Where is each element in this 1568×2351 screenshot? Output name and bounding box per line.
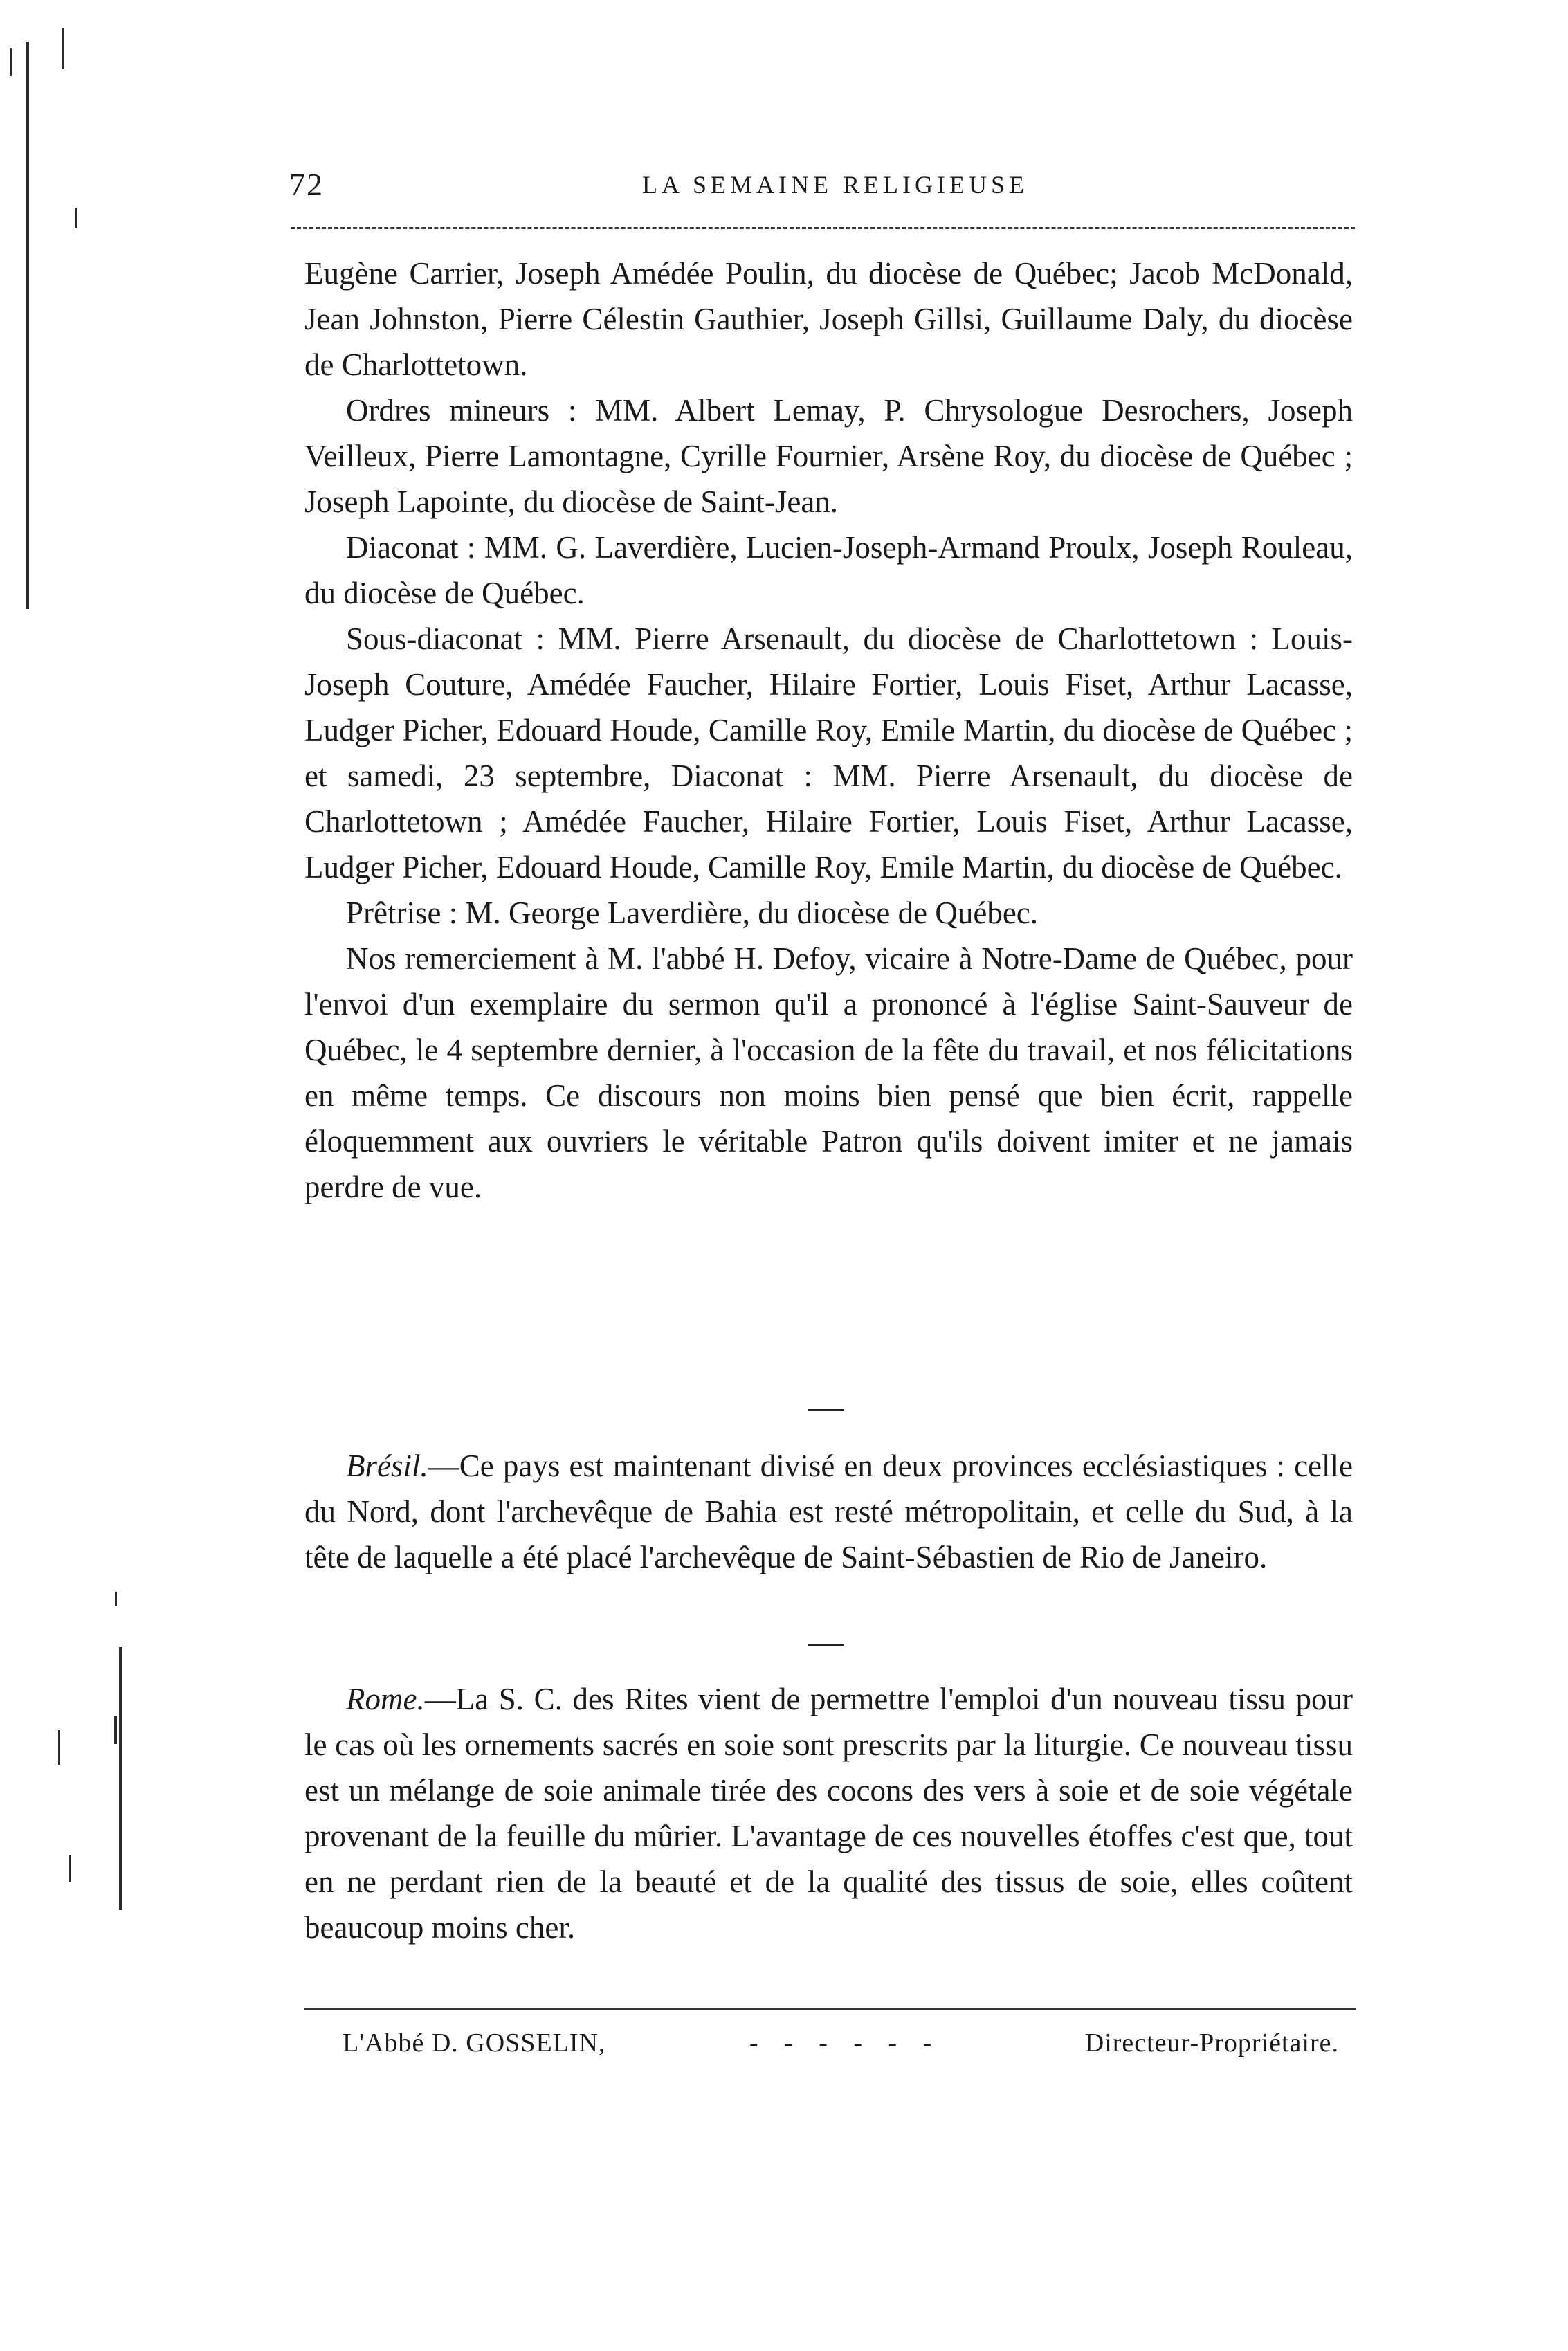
paragraph-diaconat: Diaconat : MM. G. Laverdière, Lucien-Joseph-Armand Proulx, Joseph Rouleau, du diocèse de Québec.	[304, 530, 1353, 610]
paragraph-rome	[304, 1676, 1353, 1950]
page-number: 72	[289, 167, 324, 202]
scan-mark	[119, 1647, 122, 1910]
scan-mark	[69, 1855, 71, 1882]
ordination-list	[304, 251, 1353, 1210]
bresil-body: —Ce pays est maintenant divisé en deux provinces ecclésiastiques : celle du Nord, dont l'archevêque de Bahia est resté métropolitain, et celle du Sud, à la tête de laquelle a été placé l'archevêque de Saint-Sébastien de Rio de Janeiro.	[304, 1449, 1353, 1574]
paragraph-bresil	[304, 1443, 1353, 1580]
rome-heading: Rome.	[346, 1682, 425, 1716]
scan-mark	[10, 48, 12, 76]
paragraph-ordres-mineurs: Ordres mineurs : MM. Albert Lemay, P. Chrysologue Desrochers, Joseph Veilleux, Pierre Lamontagne, Cyrille Fournier, Arsène Roy, du diocèse de Québec ; Joseph Lapointe, du diocèse de Saint-Jean.	[304, 393, 1353, 519]
page-header	[289, 161, 1355, 216]
footer-role: Directeur-Propriétaire.	[1084, 2028, 1339, 2058]
scan-mark	[115, 1592, 117, 1606]
section-separator	[808, 1409, 844, 1411]
paragraph-pretrise: Prêtrise : M. George Laverdière, du diocèse de Québec.	[346, 896, 1039, 930]
scan-mark	[75, 208, 77, 228]
paragraph-remerciement: Nos remerciement à M. l'abbé H. Defoy, vicaire à Notre-Dame de Québec, pour l'envoi d'un exemplaire du sermon qu'il a prononcé à l'église Saint-Sauveur de Québec, le 4 septembre dernier, à l'occasion de la fête du travail, et nos félicitations en même temps. Ce discours non moins bien pensé que bien écrit, rappelle éloquemment aux ouvriers le véritable Patron qu'ils doivent imiter et ne jamais perdre de vue.	[304, 941, 1353, 1204]
scan-mark	[62, 28, 64, 69]
section-separator	[808, 1644, 844, 1646]
page-footer	[343, 2028, 1339, 2058]
footer-divider	[304, 2008, 1356, 2010]
footer-author: L'Abbé D. GOSSELIN,	[343, 2028, 606, 2058]
scan-margin-marks	[0, 0, 138, 2351]
footer-dashes: - - - - - -	[749, 2028, 942, 2058]
paragraph-sous-diaconat: Sous-diaconat : MM. Pierre Arsenault, du diocèse de Charlottetown : Louis-Joseph Couture, Amédée Faucher, Hilaire Fortier, Louis Fiset, Arthur Lacasse, Ludger Picher, Edouard Houde, Camille Roy, Emile Martin, du diocèse de Québec ; et samedi, 23 septembre, Diaconat : MM. Pierre Arsenault, du diocèse de Charlottetown ; Amédée Faucher, Hilaire Fortier, Louis Fiset, Arthur Lacasse, Ludger Picher, Edouard Houde, Camille Roy, Emile Martin, du diocèse de Québec.	[304, 621, 1353, 884]
header-divider	[291, 227, 1355, 229]
rome-body: —La S. C. des Rites vient de permettre l'emploi d'un nouveau tissu pour le cas où les ornements sacrés en soie sont prescrits par la liturgie. Ce nouveau tissu est un mélange de soie animale tirée des cocons des vers à soie et de soie végétale provenant de la feuille du mûrier. L'avantage de ces nouvelles étoffes c'est que, tout en ne perdant rien de la beauté et de la qualité des tissus de soie, elles coûtent beaucoup moins cher.	[304, 1682, 1353, 1945]
scan-mark	[58, 1730, 60, 1765]
running-title: LA SEMAINE RELIGIEUSE	[642, 171, 1028, 199]
scan-mark	[26, 42, 29, 609]
paragraph-continuation: Eugène Carrier, Joseph Amédée Poulin, du diocèse de Québec; Jacob McDonald, Jean Johnston, Pierre Célestin Gauthier, Joseph Gillsi, Guillaume Daly, du diocèse de Charlottetown.	[304, 256, 1353, 382]
bresil-section	[304, 1443, 1353, 1580]
scan-mark	[114, 1716, 117, 1744]
bresil-heading: Brésil.	[346, 1449, 428, 1483]
rome-section	[304, 1676, 1353, 1950]
